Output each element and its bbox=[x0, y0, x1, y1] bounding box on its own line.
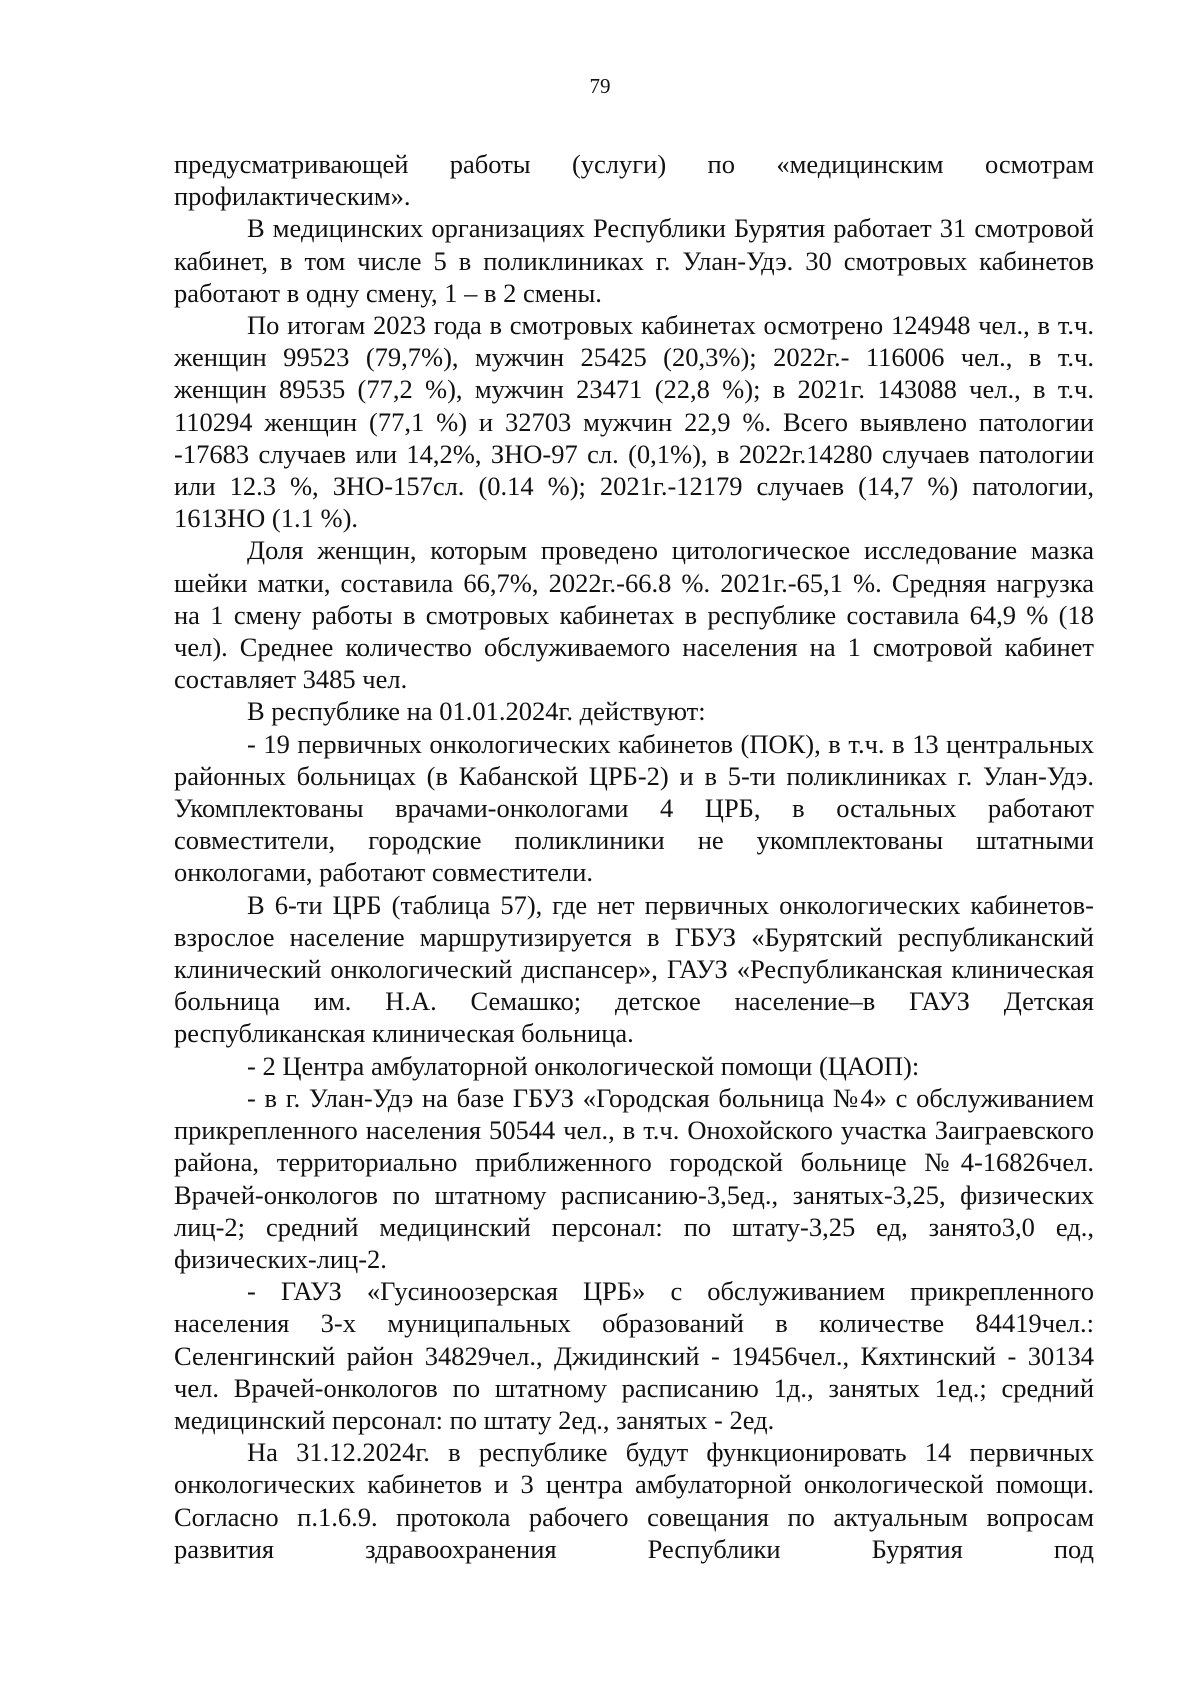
document-body bbox=[174, 148, 1094, 1565]
paragraph: По итогам 2023 года в смотровых кабинетах осмотрено 124948 чел., в т.ч. женщин 99523 (79,7%), мужчин 25425 (20,3%); 2022г.- 116006 чел., в т.ч. женщин 89535 (77,2 %), мужчин 23471 (22,8 %); в 2021г. 143088 чел., в т.ч. 110294 женщин (77,1 %) и 32703 мужчин 22,9 %. Всего выявлено патологии -17683 случаев или 14,2%, ЗНО-97 сл. (0,1%), в 2022г.14280 случаев патологии или 12.3 %, ЗНО-157сл. (0.14 %); 2021г.-12179 случаев (14,7 %) патологии, 161ЗНО (1.1 %). bbox=[174, 310, 1094, 534]
paragraph: В республике на 01.01.2024г. действуют: bbox=[247, 696, 706, 727]
paragraph: На 31.12.2024г. в республике будут функционировать 14 первичных онкологических кабинетов и 3 центра амбулаторной онкологической помощи. Согласно п.1.6.9. протокола рабочего совещания по актуальным вопросам развития здравоохранения Республики Бурятия под bbox=[174, 1437, 1094, 1564]
paragraph: - 19 первичных онкологических кабинетов (ПОК), в т.ч. в 13 центральных районных больницах (в Кабанской ЦРБ-2) и в 5-ти поликлиниках г. Улан-Удэ. Укомплектованы врачами-онкологами 4 ЦРБ, в остальных работают совместители, городские поликлиники не укомплектованы штатными онкологами, работают совместители. bbox=[174, 728, 1094, 888]
paragraph: предусматривающей работы (услуги) по «медицинским осмотрам профилактическим». bbox=[174, 149, 1094, 212]
paragraph: - в г. Улан-Удэ на базе ГБУЗ «Городская больница №4» с обслуживанием прикрепленного населения 50544 чел., в т.ч. Онохойского участка Заиграевского района, территориально приближенного городской больнице №4-16826чел. Врачей-онкологов по штатному расписанию-3,5ед., занятых-3,25, физических лиц-2; средний медицинский персонал: по штату-3,25 ед, занято3,0 ед., физических-лиц-2. bbox=[174, 1082, 1094, 1274]
paragraph: - ГАУЗ «Гусиноозерская ЦРБ» с обслуживанием прикрепленного населения 3-х муниципальных образований в количестве 84419чел.: Селенгинский район 34829чел., Джидинский - 19456чел., Кяхтинский - 30134 чел. Врачей-онкологов по штатному расписанию 1д., занятых 1ед.; средний медицинский персонал: по штату 2ед., занятых - 2ед. bbox=[174, 1276, 1094, 1435]
paragraph: Доля женщин, которым проведено цитологическое исследование мазка шейки матки, составила 66,7%, 2022г.-66.8 %. 2021г.-65,1 %. Средняя нагрузка на 1 смену работы в смотровых кабинетах в республике составила 64,9 % (18 чел). Среднее количество обслуживаемого населения на 1 смотровой кабинет составляет 3485 чел. bbox=[174, 535, 1094, 695]
paragraph: - 2 Центра амбулаторной онкологической помощи (ЦАОП): bbox=[247, 1050, 920, 1081]
paragraph: В 6-ти ЦРБ (таблица 57), где нет первичных онкологических кабинетов-взрослое население маршрутизируется в ГБУЗ «Бурятский республиканский клинический онкологический диспансер», ГАУЗ «Республиканская клиническая больница им. Н.А. Семашко; детское население–в ГАУЗ Детская республиканская клиническая больница. bbox=[174, 889, 1094, 1049]
page-number: 79 bbox=[589, 74, 611, 98]
paragraph: В медицинских организациях Республики Бурятия работает 31 смотровой кабинет, в том числе 5 в поликлиниках г. Улан-Удэ. 30 смотровых кабинетов работают в одну смену, 1 – в 2 смены. bbox=[174, 213, 1094, 308]
